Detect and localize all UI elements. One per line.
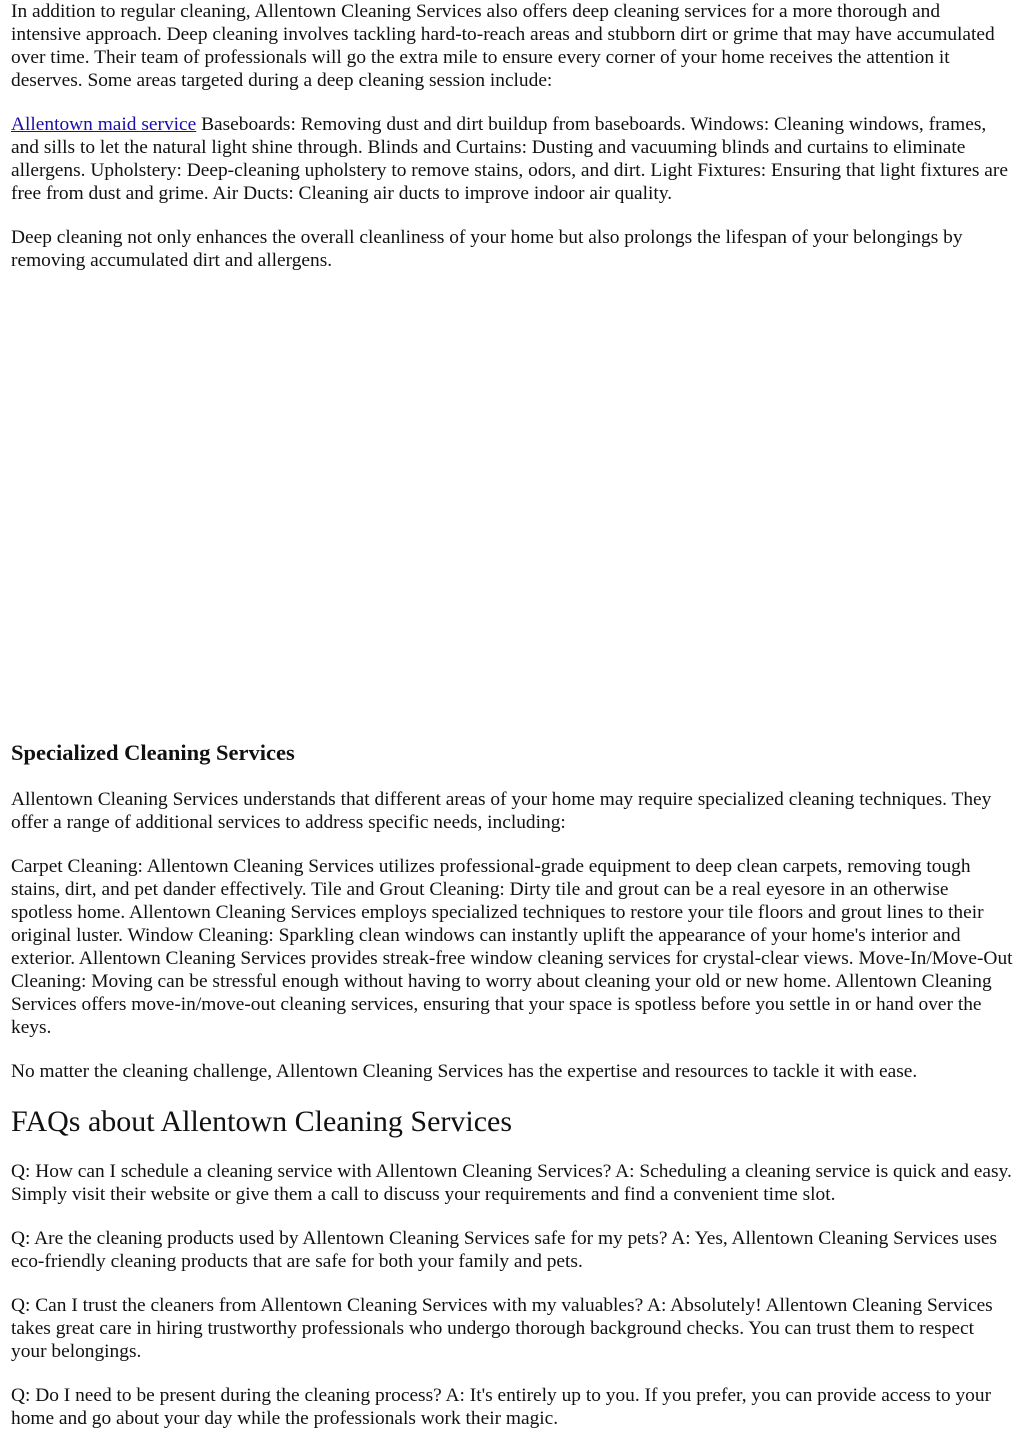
faq-item: Q: How can I schedule a cleaning service with Allentown Cleaning Services? A: Scheduling a cleaning service is quick and easy. Simply visit their website or give them a call to discuss your requirements and find a convenient time slot. — [11, 1161, 1012, 1205]
specialized-intro-paragraph: Allentown Cleaning Services understands that different areas of your home may require specialized cleaning techniques. They offer a range of additional services to address specific needs, including: — [11, 789, 992, 833]
specialized-list-paragraph: Carpet Cleaning: Allentown Cleaning Services utilizes professional-grade equipment to deep clean carpets, removing tough stains, dirt, and pet dander effectively. Tile and Grout Cleaning: Dirty tile and grout can be a real eyesore in an otherwise spotless home. Allentown Cleaning Services employs specialized techniques to restore your tile floors and grout lines to their original luster. Window Cleaning: Sparkling clean windows can instantly uplift the appearance of your home's interior and exterior. Allentown Cleaning Services provides streak-free window cleaning services for crystal-clear views. Move-In/Move-Out Cleaning: Moving can be stressful enough without having to worry about cleaning your old or new home. Allentown Cleaning Services offers move-in/move-out cleaning services, ensuring that your space is spotless before you settle in or hand over the keys. — [11, 856, 1013, 1038]
deep-cleaning-benefit-paragraph: Deep cleaning not only enhances the overall cleanliness of your home but also prolongs the lifespan of your belongings by removing accumulated dirt and allergens. — [11, 227, 963, 271]
faq-item: Q: Do I need to be present during the cleaning process? A: It's entirely up to you. If you prefer, you can provide access to your home and go about your day while the professionals work their magic. — [11, 1385, 992, 1429]
faq-item: Q: Are the cleaning products used by Allentown Cleaning Services safe for my pets? A: Yes, Allentown Cleaning Services uses eco-friendly cleaning products that are safe for both your family and pets. — [11, 1228, 998, 1272]
blank-space — [11, 293, 1014, 739]
specialized-services-heading: Specialized Cleaning Services — [11, 740, 295, 765]
allentown-maid-service-link[interactable]: Allentown maid service — [11, 114, 197, 135]
deep-cleaning-intro-paragraph: In addition to regular cleaning, Allentown Cleaning Services also offers deep cleaning services for a more thorough and intensive approach. Deep cleaning involves tackling hard-to-reach areas and stubborn dirt or grime that may have accumulated over time. Their team of professionals will go the extra mile to ensure every corner of your home receives the attention it deserves. Some areas targeted during a deep cleaning session include: — [11, 1, 995, 91]
faqs-heading: FAQs about Allentown Cleaning Services — [11, 1105, 513, 1138]
specialized-closing-paragraph: No matter the cleaning challenge, Allentown Cleaning Services has the expertise and resources to tackle it with ease. — [11, 1061, 918, 1082]
deep-cleaning-areas-text: Baseboards: Removing dust and dirt buildup from baseboards. Windows: Cleaning windows, frames, and sills to let the natural light shine through. Blinds and Curtains: Dusting and vacuuming blinds and curtains to eliminate allergens. Upholstery: Deep-cleaning upholstery to remove stains, odors, and dirt. Light Fixtures: Ensuring that light fixtures are free from dust and grime. Air Ducts: Cleaning air ducts to improve indoor air quality. — [11, 114, 1008, 204]
deep-cleaning-areas-paragraph — [11, 113, 1014, 205]
faq-item: Q: Can I trust the cleaners from Allentown Cleaning Services with my valuables? A: Absolutely! Allentown Cleaning Services takes great care in hiring trustworthy professionals who undergo thorough background checks. You can trust them to respect your belongings. — [11, 1295, 993, 1362]
